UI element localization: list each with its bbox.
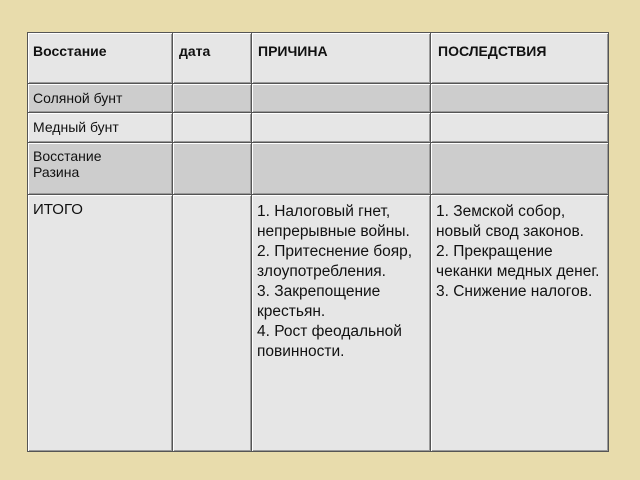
header-consequences: ПОСЛЕДСТВИЯ (438, 43, 547, 59)
date-cell (173, 113, 252, 143)
header-date: дата (179, 43, 211, 59)
cause-item: 4. Рост феодальной повинности. (257, 323, 402, 360)
table-header-row (28, 33, 609, 84)
header-uprising: Восстание (33, 43, 107, 59)
header-cause: ПРИЧИНА (258, 43, 328, 59)
consequence-item: 3. Снижение налогов. (436, 283, 593, 300)
row-label-total: ИТОГО (33, 201, 83, 218)
row-label-razin-uprising: Восстание Разина (33, 148, 102, 180)
row-label-copper-riot: Медный бунт (33, 119, 119, 135)
total-causes-cell (252, 195, 431, 452)
row-label-cell (28, 113, 173, 143)
cause-item: 2. Притеснение бояр, злоупотребления. (257, 243, 413, 280)
consequences-cell (431, 143, 609, 195)
header-cell-consequences (431, 33, 609, 84)
history-table (27, 32, 609, 452)
table-row (28, 143, 609, 195)
date-cell (173, 195, 252, 452)
cause-item: 1. Налоговый гнет, непрерывные войны. (257, 203, 410, 240)
cause-cell (252, 113, 431, 143)
date-cell (173, 84, 252, 113)
cause-cell (252, 143, 431, 195)
row-label-salt-riot: Соляной бунт (33, 90, 123, 106)
row-label-cell (28, 84, 173, 113)
cause-cell (252, 84, 431, 113)
date-cell (173, 143, 252, 195)
row-label-cell (28, 195, 173, 452)
consequences-cell (431, 113, 609, 143)
total-consequences-list (431, 195, 608, 302)
consequence-item: 2. Прекращение чеканки медных денег. (436, 243, 600, 280)
total-consequences-cell (431, 195, 609, 452)
header-cell-date (173, 33, 252, 84)
table-row (28, 84, 609, 113)
table-row-total (28, 195, 609, 452)
cause-item: 3. Закрепощение крестьян. (257, 283, 381, 320)
consequences-cell (431, 84, 609, 113)
consequence-item: 1. Земской собор, новый свод законов. (436, 203, 584, 240)
row-label-cell (28, 143, 173, 195)
total-causes-list (252, 195, 430, 362)
header-cell-cause (252, 33, 431, 84)
header-cell-uprising (28, 33, 173, 84)
table-row (28, 113, 609, 143)
